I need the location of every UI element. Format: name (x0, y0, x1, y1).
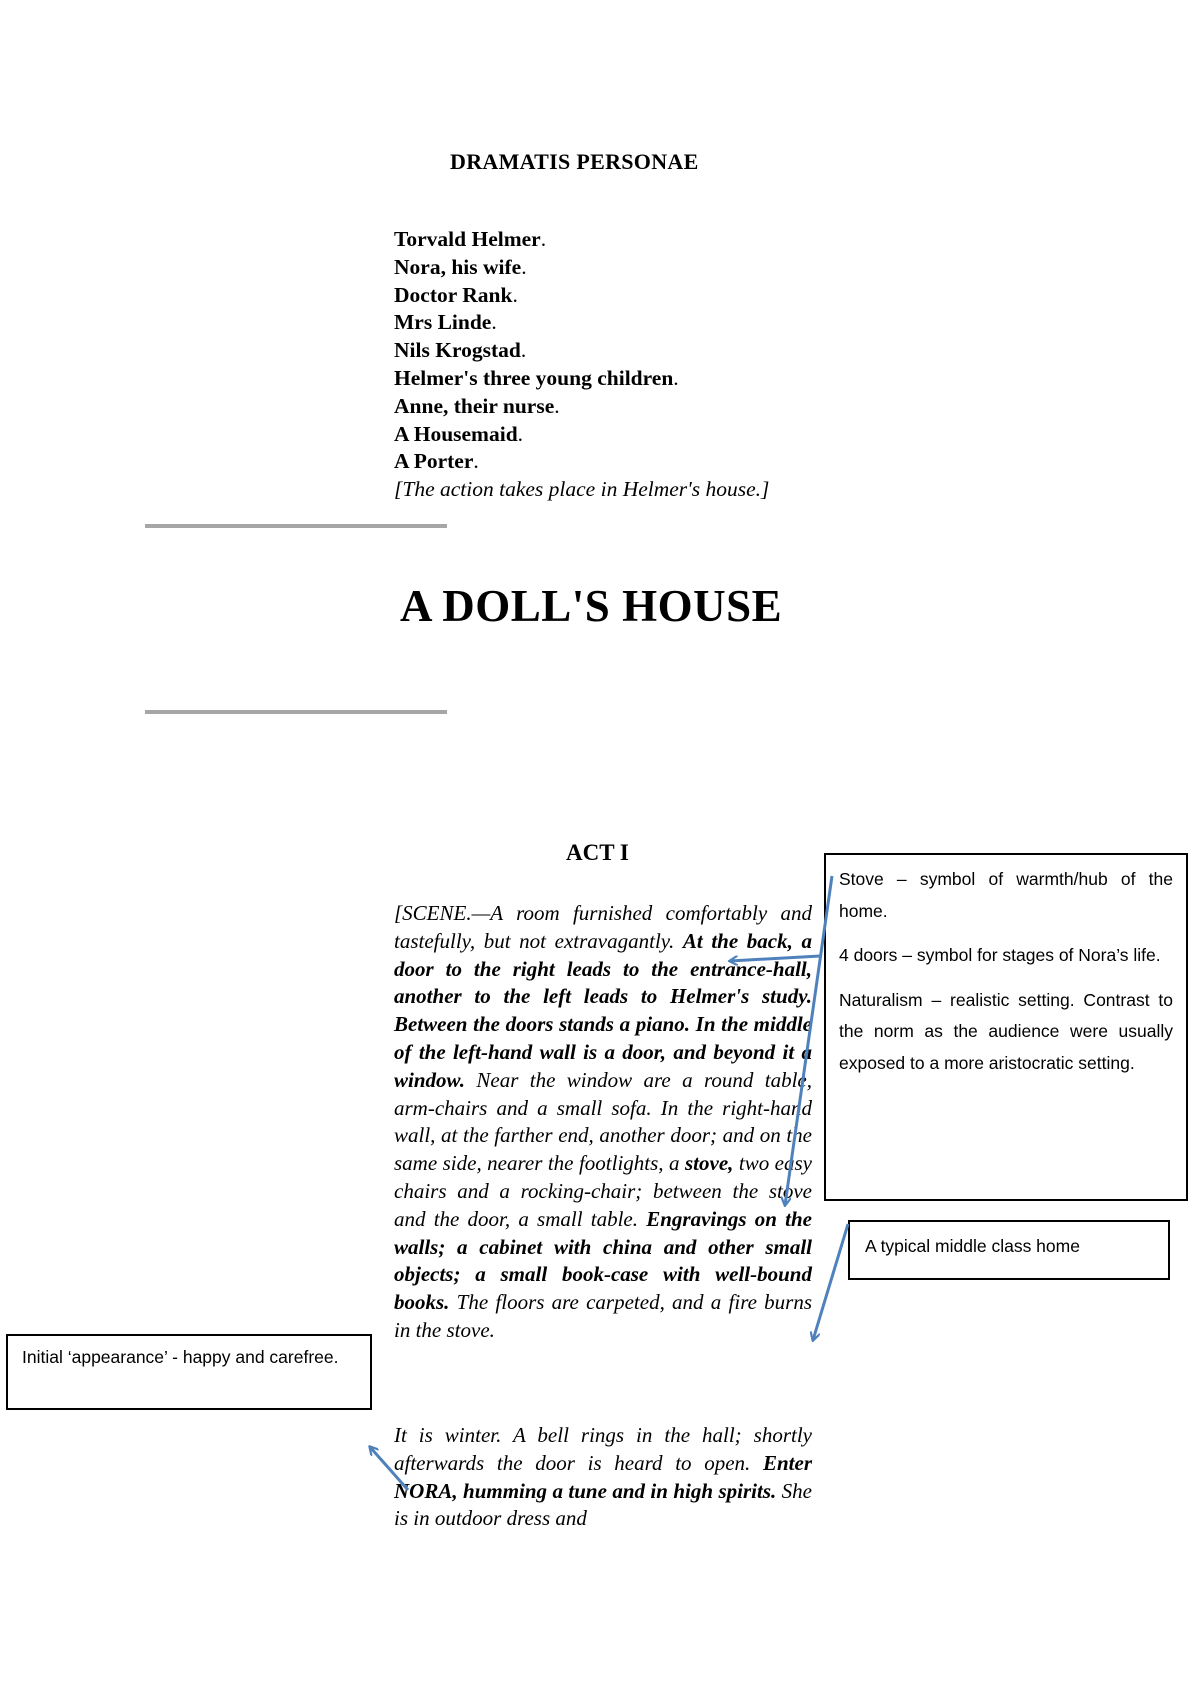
cast-item: Nils Krogstad. (394, 338, 527, 363)
horizontal-rule (145, 524, 447, 528)
cast-item: A Porter. (394, 449, 479, 474)
annotation-box-symbols (824, 853, 1188, 1201)
scene-paragraph: [SCENE.—A room furnished comfortably and tastefully, but not extravagantly. At the back, a door to the right leads to the entrance-hall, another to the left leads to Helmer's study. Between the doors stands a piano. In the middle of the left-hand wall is a door, and beyond it a window. Near the window are a round table, arm-chairs and a small sofa. In the right-hand wall, at the farther end, another door; and on the same side, nearer the footlights, a stove, two easy chairs and a rocking-chair; between the stove and the door, a small table. Engravings on the walls; a cabinet with china and other small objects; a small book-case with well-bound books. The floors are carpeted, and a fire burns in the stove. (394, 901, 812, 1342)
arrow-to-furnishings (813, 1224, 848, 1340)
annotation-box-appearance: Initial ‘appearance’ - happy and carefree. (6, 1334, 372, 1410)
cast-item: Mrs Linde. (394, 310, 497, 335)
entrance-paragraph: It is winter. A bell rings in the hall; shortly afterwards the door is heard to open. Enter NORA, humming a tune and in high spirits. She is in outdoor dress and (394, 1423, 812, 1531)
act-title: ACT I (566, 840, 629, 865)
cast-item: Doctor Rank. (394, 282, 518, 307)
annotation-stove: Stove – symbol of warmth/hub of the home. (839, 869, 1173, 921)
cast-item: Helmer's three young children. (394, 365, 679, 390)
setting-note: [The action takes place in Helmer's house.] (394, 477, 770, 502)
annotation-box-middle-class: A typical middle class home (848, 1220, 1170, 1280)
horizontal-rule (145, 710, 447, 714)
play-title: A DOLL'S HOUSE (400, 581, 783, 631)
cast-item: Nora, his wife. (394, 254, 527, 279)
cast-item: Torvald Helmer. (394, 227, 547, 251)
annotation-doors: 4 doors – symbol for stages of Nora’s life. (839, 945, 1161, 965)
dramatis-personae-title: DRAMATIS PERSONAE (450, 149, 699, 174)
cast-list (394, 226, 769, 504)
cast-item: A Housemaid. (394, 421, 524, 446)
annotation-naturalism: Naturalism – realistic setting. Contrast to the norm as the audience were usually exposed to a more aristocratic setting. (839, 989, 1173, 1073)
cast-item: Anne, their nurse. (394, 393, 560, 418)
